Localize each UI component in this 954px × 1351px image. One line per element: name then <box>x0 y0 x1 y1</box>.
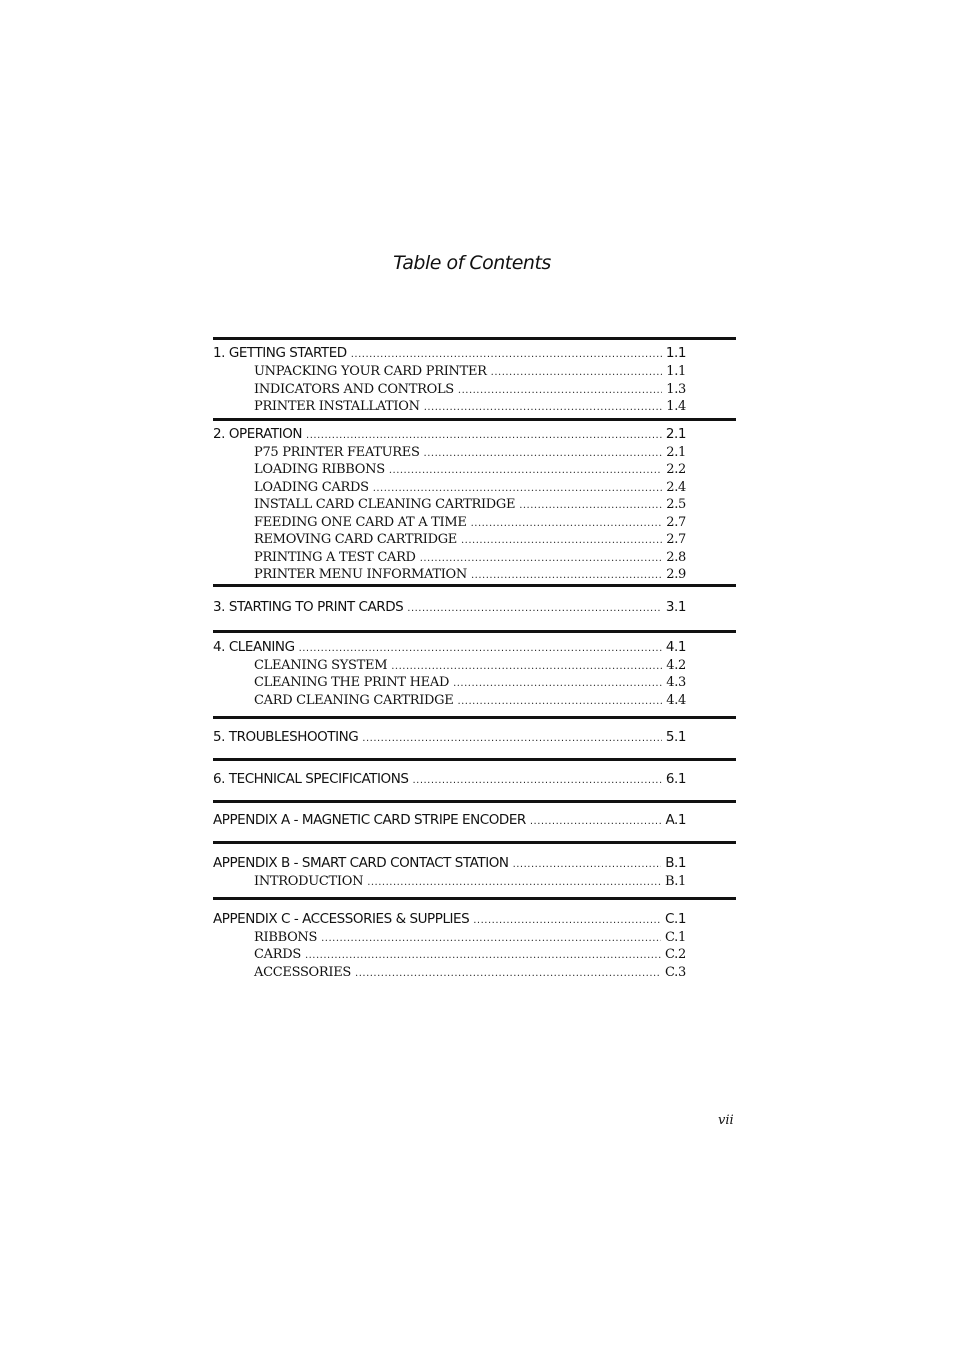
page-title: Table of Contents <box>393 252 551 274</box>
toc-subentry-label: LOADING CARDS <box>254 479 369 495</box>
toc-section <box>213 716 736 758</box>
toc-subentry[interactable] <box>213 566 686 584</box>
toc-subentry-label: PRINTER MENU INFORMATION <box>254 567 467 582</box>
toc-subentry[interactable] <box>213 929 686 947</box>
dot-leader <box>471 515 663 533</box>
toc-subentry-label: CARDS <box>254 947 301 962</box>
toc-entry[interactable] <box>213 810 686 830</box>
dot-leader <box>306 426 662 446</box>
toc-subentry-label: RIBBONS <box>254 929 318 945</box>
toc-subentry-label: CARD CLEANING CARTRIDGE <box>254 692 454 708</box>
toc-subentry[interactable] <box>213 531 686 549</box>
dot-leader <box>458 382 662 400</box>
toc-subentry[interactable] <box>213 657 686 675</box>
toc-subentry-label: FEEDING ONE CARD AT A TIME <box>254 514 467 530</box>
dot-leader <box>457 693 662 711</box>
toc-subentry-page: 1.4 <box>666 399 686 414</box>
toc-entry[interactable] <box>213 597 686 617</box>
toc-entry[interactable] <box>213 909 686 929</box>
toc-subentry-label: PRINTER INSTALLATION <box>254 399 420 414</box>
toc-subentry-page: 2.2 <box>666 462 686 477</box>
toc-subentry-label: CLEANING SYSTEM <box>254 657 388 673</box>
dot-leader <box>424 399 663 417</box>
toc-entry-page: 4.1 <box>665 638 686 655</box>
toc-entry-label: 1. GETTING STARTED <box>213 345 347 361</box>
toc-subentry-page: C.3 <box>665 964 686 980</box>
toc-subentry[interactable] <box>213 479 686 497</box>
dot-leader <box>305 947 661 965</box>
toc-entry-label: APPENDIX B - SMART CARD CONTACT STATION <box>213 855 509 871</box>
toc-entry-label: 5. TROUBLESHOOTING <box>213 729 359 745</box>
toc-entry-label: APPENDIX C - ACCESSORIES & SUPPLIES <box>213 910 470 927</box>
toc-subentry-label: INDICATORS AND CONTROLS <box>254 381 454 397</box>
toc-entry-page: C.1 <box>665 910 686 927</box>
toc-subentry-page: 4.4 <box>666 692 686 708</box>
toc-subentry-page: 2.9 <box>666 567 686 582</box>
dot-leader <box>491 364 663 382</box>
toc-subentry[interactable] <box>213 549 686 567</box>
toc-subentry[interactable] <box>213 461 686 479</box>
toc-entry[interactable] <box>213 637 686 657</box>
dot-leader <box>355 965 661 983</box>
dot-leader <box>299 639 662 659</box>
toc-subentry-label: INTRODUCTION <box>254 874 364 889</box>
dot-leader <box>391 658 662 676</box>
toc-entry[interactable] <box>213 343 686 363</box>
dot-leader <box>519 497 662 515</box>
dot-leader <box>530 812 662 832</box>
toc-subentry[interactable] <box>213 873 686 891</box>
toc-subentry[interactable] <box>213 692 686 710</box>
toc-entry-label: 2. OPERATION <box>213 425 303 442</box>
toc-subentry[interactable] <box>213 363 686 381</box>
dot-leader <box>389 462 662 480</box>
dot-leader <box>367 874 661 892</box>
toc-entry-page: A.1 <box>665 812 686 828</box>
toc-section <box>213 841 736 897</box>
toc-subentry-page: C.2 <box>665 947 686 962</box>
toc-subentry-page: 4.2 <box>666 657 686 673</box>
toc-subentry-label: REMOVING CARD CARTRIDGE <box>254 532 457 547</box>
page-number: vii <box>718 1113 734 1128</box>
toc-subentry-page: 2.4 <box>666 479 686 495</box>
toc-section <box>213 630 736 717</box>
toc-subentry-label: INSTALL CARD CLEANING CARTRIDGE <box>254 497 516 512</box>
dot-leader <box>351 345 662 365</box>
toc-subentry-label: P75 PRINTER FEATURES <box>254 444 420 460</box>
toc-subentry-page: 2.1 <box>666 444 686 460</box>
toc-entry-page: 3.1 <box>665 598 686 615</box>
toc-entry-label: APPENDIX A - MAGNETIC CARD STRIPE ENCODER <box>213 812 526 828</box>
dot-leader <box>424 445 663 463</box>
toc-entry[interactable] <box>213 727 686 747</box>
toc-subentry-page: 1.1 <box>666 364 686 379</box>
toc-entry[interactable] <box>213 424 686 444</box>
toc-subentry-page: 4.3 <box>666 675 686 690</box>
toc-subentry-page: 2.5 <box>666 497 686 512</box>
toc-entry-page: 5.1 <box>665 729 686 745</box>
dot-leader <box>473 911 661 931</box>
toc-subentry[interactable] <box>213 514 686 532</box>
toc-subentry-page: 2.7 <box>666 532 686 547</box>
toc-subentry[interactable] <box>213 964 686 982</box>
dot-leader <box>321 930 661 948</box>
dot-leader <box>407 599 662 619</box>
toc-section <box>213 897 736 992</box>
toc-entry-label: 4. CLEANING <box>213 638 295 655</box>
toc-subentry-page: C.1 <box>665 929 686 945</box>
dot-leader <box>453 675 662 693</box>
toc-subentry[interactable] <box>213 674 686 692</box>
toc-entry-page: 2.1 <box>665 425 686 442</box>
toc-subentry[interactable] <box>213 496 686 514</box>
toc-section <box>213 337 736 418</box>
table-of-contents <box>213 337 736 991</box>
toc-subentry-page: 2.7 <box>666 514 686 530</box>
dot-leader <box>471 567 662 585</box>
toc-subentry[interactable] <box>213 381 686 399</box>
toc-subentry-page: 2.8 <box>666 549 686 565</box>
toc-subentry-label: CLEANING THE PRINT HEAD <box>254 675 450 690</box>
toc-section <box>213 584 736 630</box>
toc-subentry-label: PRINTING A TEST CARD <box>254 549 416 565</box>
toc-subentry[interactable] <box>213 444 686 462</box>
dot-leader <box>373 480 663 498</box>
dot-leader <box>513 855 662 875</box>
toc-subentry-page: B.1 <box>664 874 686 889</box>
toc-entry-label: 6. TECHNICAL SPECIFICATIONS <box>213 771 409 787</box>
toc-entry[interactable] <box>213 769 686 789</box>
toc-entry-page: 1.1 <box>665 345 686 361</box>
toc-entry-page: 6.1 <box>665 771 686 787</box>
toc-entry-label: 3. STARTING TO PRINT CARDS <box>213 598 404 615</box>
toc-subentry-label: UNPACKING YOUR CARD PRINTER <box>254 364 487 379</box>
dot-leader <box>461 532 662 550</box>
toc-subentry-label: LOADING RIBBONS <box>254 462 385 477</box>
toc-entry-page: B.1 <box>665 855 686 871</box>
dot-leader <box>362 729 662 749</box>
toc-section <box>213 758 736 800</box>
dot-leader <box>420 550 663 568</box>
toc-subentry-label: ACCESSORIES <box>254 964 352 980</box>
dot-leader <box>412 771 661 791</box>
toc-section <box>213 418 736 584</box>
toc-subentry-page: 1.3 <box>666 381 686 397</box>
toc-entry[interactable] <box>213 853 686 873</box>
toc-subentry[interactable] <box>213 398 686 416</box>
toc-section <box>213 800 736 841</box>
toc-subentry[interactable] <box>213 946 686 964</box>
